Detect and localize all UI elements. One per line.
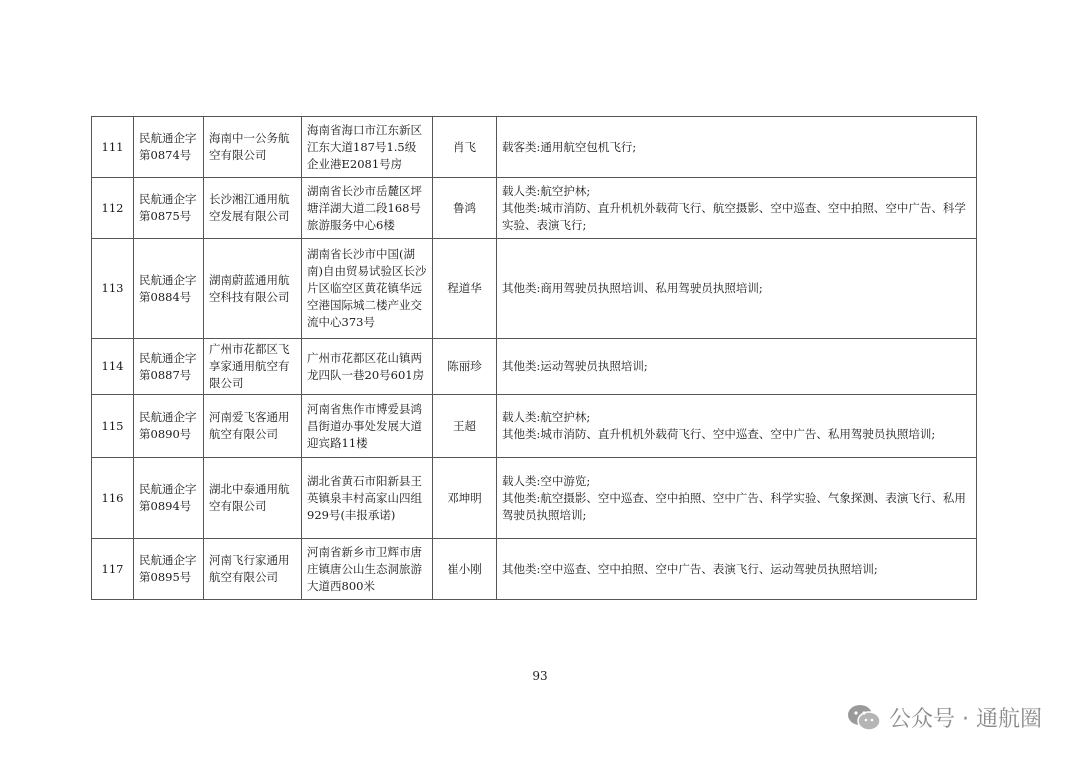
business-scope bbox=[497, 539, 977, 600]
legal-representative: 肖飞 bbox=[433, 117, 497, 178]
company-name: 湖南蔚蓝通用航空科技有限公司 bbox=[204, 239, 302, 339]
scope-line: 其他类:城市消防、直升机机外载荷飞行、航空摄影、空中巡查、空中拍照、空中广告、科学实验、表演飞行; bbox=[502, 200, 966, 232]
business-scope bbox=[497, 395, 977, 458]
table-row bbox=[92, 395, 977, 458]
legal-representative: 崔小刚 bbox=[433, 539, 497, 600]
scope-line: 载人类:航空护林; bbox=[502, 410, 591, 424]
company-name: 长沙湘江通用航空发展有限公司 bbox=[204, 178, 302, 239]
scope-line: 载客类:通用航空包机飞行; bbox=[502, 139, 637, 154]
table-row bbox=[92, 339, 977, 395]
row-number: 113 bbox=[92, 239, 134, 339]
certificate-number: 民航通企字第0895号 bbox=[134, 539, 204, 600]
row-number: 115 bbox=[92, 395, 134, 458]
certificate-number: 民航通企字第0884号 bbox=[134, 239, 204, 339]
certificate-table-body bbox=[92, 117, 977, 600]
company-name: 河南爱飞客通用航空有限公司 bbox=[204, 395, 302, 458]
scope-line: 其他类:航空摄影、空中巡查、空中拍照、空中广告、科学实验、气象探测、表演飞行、私用驾驶员执照培训; bbox=[502, 490, 966, 522]
row-number: 117 bbox=[92, 539, 134, 600]
wechat-icon bbox=[847, 703, 881, 733]
business-scope bbox=[497, 458, 977, 539]
row-number: 116 bbox=[92, 458, 134, 539]
certificate-number: 民航通企字第0894号 bbox=[134, 458, 204, 539]
company-address: 河南省焦作市博爱县鸿昌街道办事处发展大道迎宾路11楼 bbox=[302, 395, 433, 458]
scope-line: 其他类:空中巡查、空中拍照、空中广告、表演飞行、运动驾驶员执照培训; bbox=[502, 561, 878, 576]
table-row bbox=[92, 458, 977, 539]
company-address: 湖北省黄石市阳新县王英镇泉丰村高家山四组929号(丰报承诺) bbox=[302, 458, 433, 539]
table-row bbox=[92, 539, 977, 600]
certificate-number: 民航通企字第0875号 bbox=[134, 178, 204, 239]
company-name: 湖北中泰通用航空有限公司 bbox=[204, 458, 302, 539]
scope-line: 其他类:商用驾驶员执照培训、私用驾驶员执照培训; bbox=[502, 281, 763, 295]
scope-line: 载人类:航空护林; bbox=[502, 183, 591, 198]
scope-line: 其他类:运动驾驶员执照培训; bbox=[502, 359, 648, 373]
table-row bbox=[92, 239, 977, 339]
table-row bbox=[92, 117, 977, 178]
page-number: 93 bbox=[532, 669, 548, 683]
legal-representative: 鲁鸿 bbox=[433, 178, 497, 239]
business-scope bbox=[497, 339, 977, 395]
row-number: 114 bbox=[92, 339, 134, 395]
certificate-number: 民航通企字第0890号 bbox=[134, 395, 204, 458]
company-name: 河南飞行家通用航空有限公司 bbox=[204, 539, 302, 600]
watermark-text: 公众号 · 通航圈 bbox=[889, 707, 1042, 732]
company-address: 广州市花都区花山镇两龙四队一巷20号601房 bbox=[302, 339, 433, 395]
company-address: 海南省海口市江东新区江东大道187号1.5级企业港E2081号房 bbox=[302, 117, 433, 178]
company-address: 河南省新乡市卫辉市唐庄镇唐公山生态洞旅游大道西800米 bbox=[302, 539, 433, 600]
certificate-table bbox=[91, 116, 977, 600]
company-address: 湖南省长沙市岳麓区坪塘洋湖大道二段168号旅游服务中心6楼 bbox=[302, 178, 433, 239]
business-scope bbox=[497, 178, 977, 239]
company-name: 广州市花都区飞享家通用航空有限公司 bbox=[204, 339, 302, 395]
business-scope bbox=[497, 239, 977, 339]
table-row bbox=[92, 178, 977, 239]
business-scope bbox=[497, 117, 977, 178]
certificate-number: 民航通企字第0874号 bbox=[134, 117, 204, 178]
legal-representative: 邓坤明 bbox=[433, 458, 497, 539]
certificate-number: 民航通企字第0887号 bbox=[134, 339, 204, 395]
scope-line: 载人类:空中游览; bbox=[502, 473, 591, 488]
scope-line: 其他类:城市消防、直升机机外载荷飞行、空中巡查、空中广告、私用驾驶员执照培训; bbox=[502, 427, 936, 441]
row-number: 112 bbox=[92, 178, 134, 239]
legal-representative: 王超 bbox=[433, 395, 497, 458]
legal-representative: 程道华 bbox=[433, 239, 497, 339]
row-number: 111 bbox=[92, 117, 134, 178]
company-address: 湖南省长沙市中国(湖南)自由贸易试验区长沙片区临空区黄花镇华远空港国际城二楼产业交流中心373号 bbox=[302, 239, 433, 339]
legal-representative: 陈丽珍 bbox=[433, 339, 497, 395]
company-name: 海南中一公务航空有限公司 bbox=[204, 117, 302, 178]
watermark bbox=[847, 702, 1042, 733]
